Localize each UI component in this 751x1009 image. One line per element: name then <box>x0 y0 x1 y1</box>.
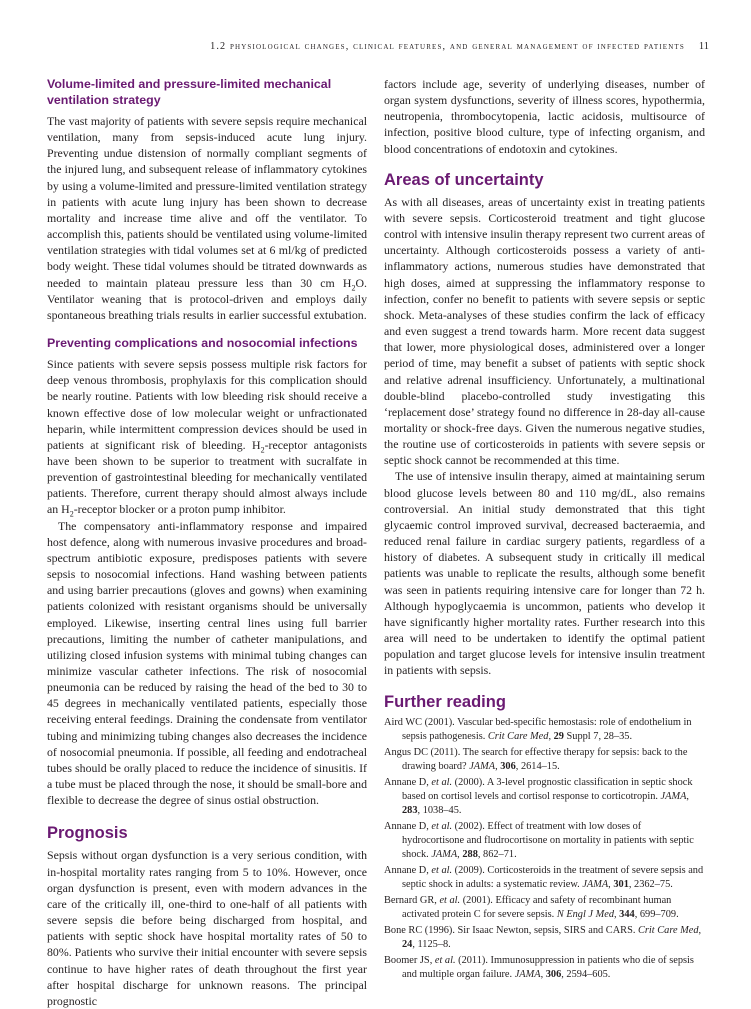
reference-etal: et al. <box>431 821 453 833</box>
reference-item <box>384 864 705 892</box>
reference-item <box>384 776 705 818</box>
reference-post: , 1038–45. <box>417 805 462 817</box>
reference-vol_pre: , <box>495 761 501 773</box>
paragraph-ventilation <box>47 113 367 323</box>
reference-vol: 29 <box>553 731 564 743</box>
reference-journal: JAMA <box>660 791 687 803</box>
reference-pre: Bone RC (1996). Sir Isaac Newton, sepsis, SIRS and CARS. <box>384 925 638 937</box>
text-segment: O. Ventilator weaning that is protocol-driven and employs daily spontaneous breathing trials results in earlier successful extubation. <box>47 275 367 322</box>
reference-post: , 1125–8. <box>412 939 451 951</box>
heading-preventing-complications: Preventing complications and nosocomial infections <box>47 336 358 351</box>
reference-item <box>384 746 705 774</box>
text-segment: Since patients with severe sepsis possess multiple risk factors for deep venous thrombosis, prophylaxis for this complication should be nearly routine. Patients with low bleeding risk should receive a known effective dose of low molecular weight or unfractionated heparin, while intermittent compression devices should be used in patients at significant risk of bleeding. H <box>47 357 367 452</box>
reference-pre: Annane D, <box>384 821 432 833</box>
paragraph-prognosis-continued: factors include age, severity of underlying diseases, number of organ system dysfunctions, severity of illness scores, hypothermia, neutropenia, thrombocytopenia, lactic acidosis, multisource of infection, positive blood culture, type of infecting organism, and blood concentrations of endotoxin and cytokines. <box>384 77 705 156</box>
heading-areas-of-uncertainty: Areas of uncertainty <box>384 170 544 189</box>
heading-ventilation-strategy: Volume-limited and pressure-limited mechanical ventilation strategy <box>47 77 332 107</box>
reference-vol_pre: , <box>698 925 702 937</box>
reference-item <box>384 954 705 982</box>
reference-vol_pre: , <box>686 791 689 803</box>
reference-vol_pre: , <box>548 731 554 743</box>
running-head <box>47 41 709 52</box>
reference-pre: Annane D, <box>384 865 432 877</box>
reference-vol_pre: , <box>457 849 463 861</box>
reference-vol_pre: , <box>540 969 546 981</box>
heading-prognosis: Prognosis <box>47 824 128 843</box>
page-number: 11 <box>698 41 709 52</box>
subscript: 2 <box>69 509 74 519</box>
reference-item <box>384 716 705 744</box>
reference-vol: 306 <box>545 969 562 981</box>
reference-item <box>384 820 705 862</box>
reference-list <box>384 716 705 982</box>
paragraph-uncertainty-1: As with all diseases, areas of uncertainty exist in treating patients with severe sepsis. Corticosteroid treatment and tight glucose control with intensive insulin therapy represent two current areas of uncertainty. Although corticosteroids possess a variety of anti-inflammatory actions, numerous studies have demonstrated that high doses, aimed at suppressing the inflammatory response to infection, confer no benefit to patients with severe sepsis or septic shock. Meta-analyses of these studies confirm the lack of efficacy and even suggest a trend towards harm. More recent data suggest that lower, more physiological doses, administered over a longer period of time, may benefit a subset of patients with septic shock and relative adrenal insufficiency. Unfortunately, a multinational double-blind placebo-controlled study investigating this ‘replacement dose’ strategy found no difference in 28-day all-cause mortality or shock-free days. Given the numerous negative studies, the routine use of corticosteroids in patients with severe sepsis or septic shock cannot be recommended at this time. <box>384 194 705 468</box>
subscript: 2 <box>351 282 356 292</box>
reference-vol: 24 <box>402 939 413 951</box>
text-segment: The vast majority of patients with severe sepsis require mechanical ventilation, many from sepsis-induced acute lung injury. Preventing undue distension of normally compliant segments of the injured lung, and subsequent release of inflammatory cytokines by using a volume-limited and pressure-limited ventilation strategy in patients with acute lung injury has been shown to decrease mortality and increase time alive and off the ventilator. To accomplish this, patients should be ventilated using volume-limited ventilation strategies with tidal volumes set at 6 ml/kg of predicted body weight. These tidal volumes should be titrated downwards as needed to maintain plateau pressure less than 30 cm H <box>47 114 367 290</box>
reference-post: , 2614–15. <box>515 761 560 773</box>
right-column <box>384 76 705 984</box>
reference-vol: 288 <box>462 849 478 861</box>
reference-mid: (2000). A 3-level prognostic classification in septic shock based on cortisol levels and cortisol response to corticotropin. <box>402 777 693 803</box>
reference-vol: 306 <box>500 761 516 773</box>
reference-journal: JAMA <box>469 761 496 773</box>
reference-pre: Aird WC (2001). Vascular bed-specific hemostasis: role of endothelium in sepsis pathogenesis. <box>384 717 692 743</box>
reference-pre: Angus DC (2011). The search for effective therapy for sepsis: back to the drawing board? <box>384 747 688 773</box>
subscript: 2 <box>260 445 265 455</box>
reference-vol_pre: , <box>608 879 614 891</box>
reference-post: , 862–71. <box>477 849 517 861</box>
reference-mid: (2011). Immunosuppression in patients who die of sepsis and multiple organ failure. <box>402 955 694 981</box>
reference-etal: et al. <box>434 955 456 967</box>
reference-mid: (2002). Effect of treatment with low doses of hydrocortisone and fludrocortisone on mortality in patients with septic shock. <box>402 821 694 861</box>
reference-post: , 699–709. <box>634 909 679 921</box>
reference-pre: Bernard GR, <box>384 895 440 907</box>
text-segment: -receptor antagonists have been shown to be superior to treatment with sucralfate in prevention of gastrointestinal bleeding for mechanically ventilated patients. Therefore, current therapy should almost always include an H <box>47 437 368 517</box>
reference-etal: et al. <box>431 777 453 789</box>
left-column <box>47 76 367 1009</box>
paragraph-complications-2: The compensatory anti-inflammatory response and impaired host defence, along with numerous invasive procedures and broad-spectrum antibiotic exposure, predisposes patients with severe sepsis to nosocomial infections. Hand washing between patients and using barrier precautions (gloves and gowns) when examining patients colonized with resistant organisms should be universally employed. Likewise, inserting central lines using full barrier precautions, limiting the number of catheter manipulations, and utilizing closed infusion systems with minimal tubing changes can minimize vascular catheter infections. The risk of nosocomial pneumonia can be reduced by raising the head of the bed to 30 to 45 degrees in mechanically ventilated patients, especially those receiving enteral feedings. Draining the condensate from ventilator tubing and minimizing tubing changes also decreases the incidence of nosocomial pneumonia. If possible, all feeding and endotracheal tubes should be orally placed to reduce the incidence of sinusitis. If a tube must be placed through the nose, it should be small-bore and flexible to decrease the degree of sinus ostial obstruction. <box>47 518 367 808</box>
reference-journal: JAMA <box>582 879 609 891</box>
reference-journal: N Engl J Med <box>556 909 614 921</box>
paragraph-uncertainty-2: The use of intensive insulin therapy, aimed at maintaining serum blood glucose levels between 80 and 110 mg/dL, also remains controversial. An initial study demonstrated that this tight glycaemic control improved survival, decreased bacteraemia, and reduced renal failure in cardiac surgery patients, regardless of a history of diabetes. A subsequent study in critically ill medical patients was unable to replicate the results, although some benefit was seen in patients requiring intensive care for longer than 72 h. Although hypoglycaemia is uncommon, patients who develop it have significantly higher mortality rates. Further research into this area will need to be undertaken to identify the optimal patient population and target glucose levels for intensive insulin treatment in patients with sepsis. <box>384 469 705 678</box>
reference-journal: Crit Care Med <box>638 925 699 937</box>
reference-post: , 2362–75. <box>628 879 673 891</box>
reference-vol: 301 <box>613 879 629 891</box>
paragraph-complications-1 <box>47 356 367 518</box>
reference-vol: 283 <box>402 805 418 817</box>
running-head-title: 1.2 physiological changes, clinical features, and general management of infected patients <box>210 41 685 52</box>
reference-vol_pre: , <box>614 909 620 921</box>
reference-vol: 344 <box>619 909 635 921</box>
reference-pre: Annane D, <box>384 777 432 789</box>
reference-item <box>384 924 705 952</box>
reference-etal: et al. <box>439 895 461 907</box>
reference-journal: JAMA <box>514 969 541 981</box>
reference-pre: Boomer JS, <box>384 955 435 967</box>
text-segment: -receptor blocker or a proton pump inhibitor. <box>73 502 286 517</box>
paragraph-prognosis: Sepsis without organ dysfunction is a very serious condition, with in-hospital mortality rates ranging from 5 to 10%. However, once organ dysfunction is present, even with modern advances in the care of the critically ill, one-third to one-half of all patients with severe sepsis die before being discharged from hospital, and patients with septic shock have hospital mortality rates of 50 to 80%. Patients who survive their initial encounter with severe sepsis continue to have higher rates of death throughout the first year after hospital discharge for unknown reasons. The principal prognostic <box>47 848 367 1008</box>
reference-mid: (2001). Efficacy and safety of recombinant human activated protein C for severe sepsis. <box>402 895 672 921</box>
reference-mid: (2009). Corticosteroids in the treatment of severe sepsis and septic shock in adults: a systematic review. <box>402 865 704 891</box>
reference-post: , 2594–605. <box>561 969 611 981</box>
reference-etal: et al. <box>431 865 453 877</box>
reference-journal: Crit Care Med <box>487 731 549 743</box>
reference-journal: JAMA <box>431 849 458 861</box>
heading-further-reading: Further reading <box>384 693 506 712</box>
reference-item <box>384 894 705 922</box>
reference-post: Suppl 7, 28–35. <box>563 731 633 743</box>
